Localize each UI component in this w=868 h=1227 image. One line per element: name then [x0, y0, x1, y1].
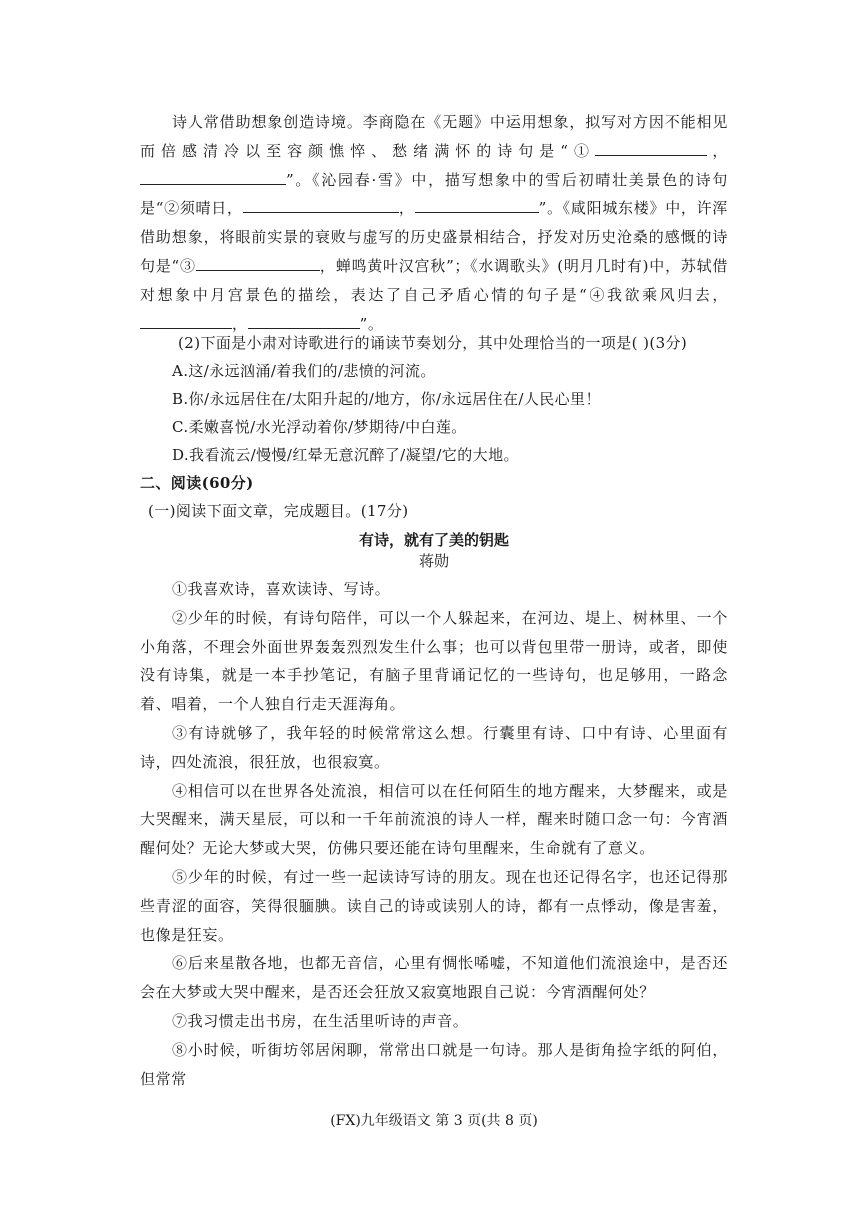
answer-blank-5[interactable]: [196, 255, 308, 271]
question-text-3: ”。《沁园春·雪》中，描写想象中的雪后初晴壮美景色的诗句是“②须晴日，: [140, 170, 728, 218]
answer-blank-6[interactable]: [140, 313, 232, 329]
article-paragraph-1: ①我喜欢诗，喜欢读诗、写诗。: [172, 580, 391, 598]
answer-blank-4[interactable]: [415, 197, 539, 213]
article-paragraph-6: ⑥后来星散各地，也都无音信，心里有惆怅唏嘘，不知道他们流浪途中，是否还会在大梦或大哭中醒来，是否还会狂放又寂寞地跟自己说：今宵酒醒何处？: [140, 954, 728, 1002]
answer-blank-7[interactable]: [248, 313, 348, 329]
question-text-2: ，: [706, 141, 728, 160]
question-text-6: ，蝉鸣黄叶汉宫秋”；《水调歌头》(明月几时有)中，苏轼借对想象中月宫景色的描绘，表达了自己矛盾心情的句子是“④我欲乘风归去，: [140, 256, 728, 304]
question-text-4: ，: [398, 199, 415, 218]
article-paragraph-4: ④相信可以在世界各处流浪，相信可以在任何陌生的地方醒来，大梦醒来，或是大哭醒来，满天星辰，可以和一千年前流浪的诗人一样，醒来时随口念一句：今宵酒醒何处？无论大梦或大哭，仿佛只要还能在诗句里醒来，生命就有了意义。: [140, 781, 728, 858]
article-paragraph-2: ②少年的时候，有诗句陪伴，可以一个人躲起来，在河边、堤上、树林里、一个小角落，不理会外面世界轰轰烈烈发生什么事；也可以背包里带一册诗，或者，即使没有诗集，就是一本手抄笔记，有脑子里背诵记忆的一些诗句，也足够用，一路念着、唱着，一个人独自行走天涯海角。: [140, 608, 728, 714]
answer-blank-3-cont[interactable]: [283, 197, 399, 213]
poem-fill-paragraph: [140, 108, 728, 338]
article-paragraph-8: ⑧小时候，听街坊邻居闲聊，常常出口就是一句诗。那人是街角捡字纸的阿伯，但常常: [140, 1040, 728, 1088]
question-text-7: ，: [232, 314, 248, 333]
answer-blank-5-tail[interactable]: [308, 255, 320, 271]
q2-option-b[interactable]: B.你/永远居住在/太阳升起的/地方，你/永远居住在/人民心里！: [172, 390, 601, 408]
article-paragraph-7: ⑦我习惯走出书房，在生活里听诗的声音。: [172, 1011, 469, 1030]
question-text-8: ”。: [359, 314, 384, 333]
answer-blank-7-tail[interactable]: [348, 313, 360, 329]
article-body: [140, 575, 728, 1093]
poem-fill-question: [140, 108, 728, 338]
article-paragraph-3: ③有诗就够了，我年轻的时候常常这么想。行囊里有诗、口中有诗、心里面有诗，四处流浪，很狂放，也很寂寞。: [140, 723, 728, 771]
page-footer: (FX)九年级语文 第 3 页(共 8 页): [330, 1113, 538, 1129]
section-heading: 二、阅读(60分): [140, 474, 254, 492]
article-title: 有诗，就有了美的钥匙: [358, 531, 509, 549]
q2-option-c[interactable]: C.柔嫩喜悦/水光浮动着你/梦期待/中白莲。: [172, 418, 467, 436]
q2-stem: (2)下面是小肃对诗歌进行的诵读节奏划分，其中处理恰当的一项是( )(3分): [178, 334, 688, 352]
article-author: 蒋勋: [418, 552, 449, 570]
answer-blank-2-tail[interactable]: [274, 169, 286, 185]
question-text-5: ”。《咸阳城东楼》中，许浑借助想象，将眼前实景的衰败与虚写的历史盛景相结合，抒发对历史沧桑的感慨的诗句是“③: [140, 199, 728, 275]
q2-option-d[interactable]: D.我看流云/慢慢/红晕无意沉醉了/凝望/它的大地。: [172, 446, 519, 464]
section-subheading: (一)阅读下面文章，完成题目。(17分): [148, 502, 409, 520]
q2-option-a[interactable]: A.这/永远汹涌/着我们的/悲愤的河流。: [172, 362, 436, 380]
answer-blank-3[interactable]: [243, 197, 283, 213]
question-text-1: 诗人常借助想象创造诗境。李商隐在《无题》中运用想象，拟写对方因不能相见而倍感清冷以至容颜憔悴、愁绪满怀的诗句是“①: [140, 113, 728, 160]
article-paragraph-5: ⑤少年的时候，有过一些一起读诗写诗的朋友。现在也还记得名字，也还记得那些青涩的面容，笑得很腼腆。读自己的诗或读别人的诗，都有一点悸动，像是害羞，也像是狂妄。: [140, 867, 728, 944]
answer-blank-1[interactable]: [595, 140, 707, 156]
answer-blank-2[interactable]: [140, 169, 274, 185]
